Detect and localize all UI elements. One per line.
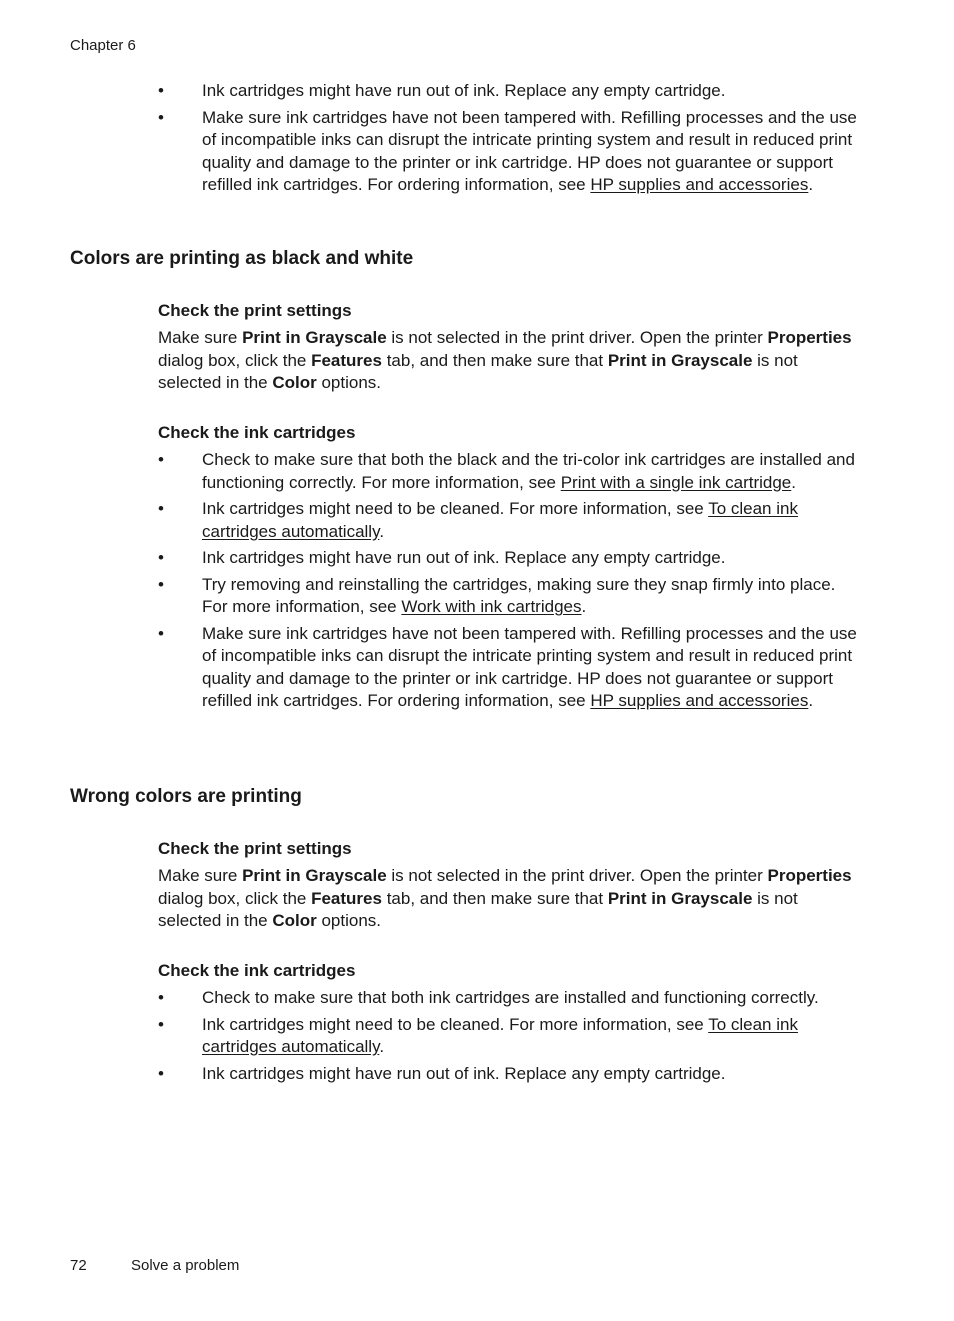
list-item: • Make sure ink cartridges have not been tampered with. Refilling processes and the use of incompatible inks can disrupt the intricate printing system and result in reduced print quality and damage to the printer or ink cartridge. HP does not guarantee or support refilled ink cartridges. For ordering information, see HP supplies and accessories. [158,623,857,710]
bullet-icon: • [158,623,164,643]
bullet-icon: • [158,988,164,1007]
bullet-icon: • [158,574,164,594]
list-item: • Ink cartridges might have run out of ink. Replace any empty cartridge. [158,1063,858,1086]
hp-supplies-link[interactable]: HP supplies and accessories [590,691,809,710]
page-number: 72 [70,1257,87,1274]
clean-cartridges-link[interactable]: To clean ink cartridges automatically [202,499,798,541]
print-settings-paragraph: Make sure Print in Grayscale is not selected in the print driver. Open the printer Properties dialog box, click the Features tab, and then make sure that Print in Grayscale is not selected in the Color options. [158,866,852,930]
ink-bullet-list [158,449,858,717]
list-item: • Ink cartridges might have run out of ink. Replace any empty cartridge. [158,80,858,103]
clean-cartridges-link[interactable]: To clean ink cartridges automatically [202,1014,798,1056]
footer-title: Solve a problem [131,1257,240,1274]
bullet-icon: • [158,81,164,100]
list-item: • Make sure ink cartridges have not been tampered with. Refilling processes and the use of incompatible inks can disrupt the intricate printing system and result in reduced print quality and damage to the printer or ink cartridge. HP does not guarantee or support refilled ink cartridges. For ordering information, see HP supplies and accessories. [158,107,857,194]
bullet-icon: • [158,107,164,127]
list-item: • Check to make sure that both ink cartridges are installed and functioning correctly. [158,987,858,1010]
list-item: • Ink cartridges might need to be cleaned. For more information, see To clean ink cartridges automatically. [158,1014,798,1056]
bullet-icon: • [158,1063,164,1083]
subheading-ink-cartridges: Check the ink cartridges [158,423,356,442]
ink-bullet-list [158,987,858,1089]
bullet-icon: • [158,499,164,518]
subheading-ink-cartridges: Check the ink cartridges [158,961,356,980]
hp-supplies-link[interactable]: HP supplies and accessories [590,175,809,194]
list-item: • Check to make sure that both the black and the tri-color ink cartridges are installed and functioning correctly. For more information, see Print with a single ink cartridge. [158,450,855,492]
print-settings-paragraph: Make sure Print in Grayscale is not selected in the print driver. Open the printer Properties dialog box, click the Features tab, and then make sure that Print in Grayscale is not selected in the Color options. [158,328,852,392]
work-with-cartridges-link[interactable]: Work with ink cartridges [401,597,582,616]
chapter-header: Chapter 6 [70,37,136,54]
subheading-print-settings: Check the print settings [158,839,352,858]
list-item: • Ink cartridges might have run out of ink. Replace any empty cartridge. [158,547,858,570]
list-item: • Ink cartridges might need to be cleaned. For more information, see To clean ink cartridges automatically. [158,499,798,541]
bullet-icon: • [158,548,164,567]
list-item: • Try removing and reinstalling the cartridges, making sure they snap firmly into place. For more information, see Work with ink cartridges. [158,574,836,616]
subheading-print-settings: Check the print settings [158,301,352,320]
bullet-icon: • [158,1014,164,1034]
bullet-icon: • [158,450,164,469]
top-bullet-list [158,80,858,201]
section-title-wrong-colors: Wrong colors are printing [70,786,302,807]
single-cartridge-link[interactable]: Print with a single ink cartridge [560,472,792,492]
section-title-black-white: Colors are printing as black and white [70,248,414,269]
